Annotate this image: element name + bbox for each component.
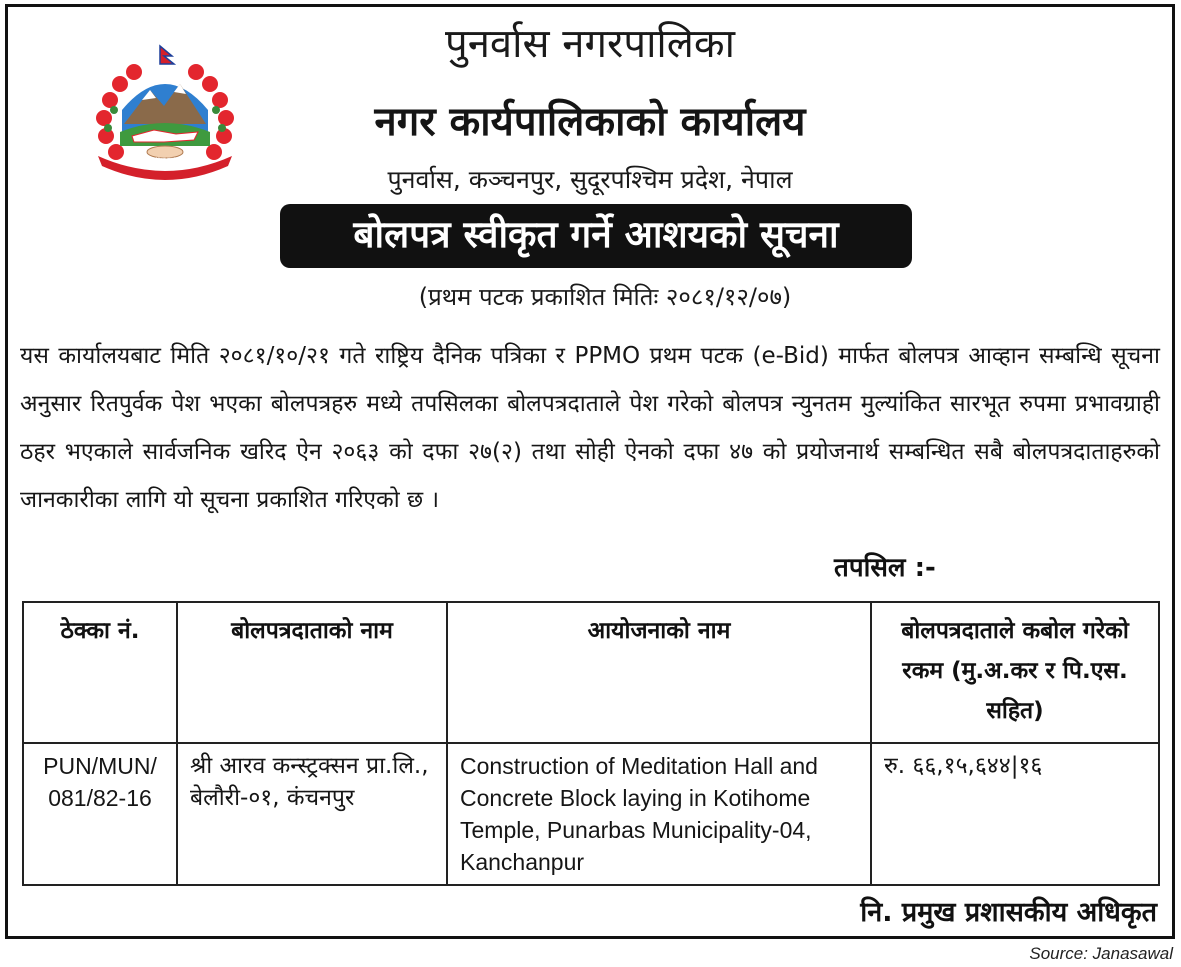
bid-table xyxy=(22,601,1160,886)
cell-project: Construction of Meditation Hall and Concrete Block laying in Kotihome Temple, Punarbas Municipality-04, Kanchanpur xyxy=(447,743,871,885)
cell-contract-no: PUN/MUN/ 081/82-16 xyxy=(23,743,177,885)
nepal-flag-icon xyxy=(160,46,174,64)
publish-date: (प्रथम पटक प्रकाशित मितिः २०८१/१२/०७) xyxy=(418,283,792,311)
cell-bidder: श्री आरव कन्स्ट्रक्सन प्रा.लि., बेलौरी-०१, कंचनपुर xyxy=(177,743,447,885)
col-header-project: आयोजनाको नाम xyxy=(447,602,871,743)
notice-body: यस कार्यालयबाट मिति २०८१/१०/२१ गते राष्ट्रिय दैनिक पत्रिका र PPMO प्रथम पटक (e-Bid) मार्फत बोलपत्र आव्हान सम्बन्धि सूचना अनुसार रितपुर्वक पेश भएका बोलपत्रहरु मध्ये तपसिलका बोलपत्रदाताले पेश गरेको बोलपत्र न्युनतम मुल्यांकित सारभूत रुपमा प्रभावग्राही ठहर भएकाले सार्वजनिक खरिद ऐन २०६३ को दफा २७(२) तथा सोही ऐनको दफा ४७ को प्रयोजनार्थ सम्बन्धित सबै बोलपत्रदाताहरुको जानकारीका लागि यो सूचना प्रकाशित गरिएको छ । xyxy=(20,343,1160,513)
municipality-name: पुनर्वास नगरपालिका xyxy=(445,21,735,67)
source-credit: Source: Janasawal xyxy=(1029,944,1173,963)
emblem-motto: जननी जन्मभूमिश्च स्वर्गादपि गरीयसी xyxy=(131,157,199,163)
schedule-label: तपसिल :- xyxy=(834,553,936,583)
office-name: नगर कार्यपालिकाको कार्यालय xyxy=(374,99,806,145)
col-header-bidder: बोलपत्रदाताको नाम xyxy=(177,602,447,743)
office-address: पुनर्वास, कञ्चनपुर, सुदूरपश्चिम प्रदेश, नेपाल xyxy=(387,165,793,194)
table-header-row xyxy=(23,602,1159,743)
cell-amount: रु. ६६,१५,६४४|१६ xyxy=(871,743,1159,885)
col-header-amount: बोलपत्रदाताले कबोल गरेको रकम (मु.अ.कर र पि.एस. सहित) xyxy=(871,602,1159,743)
notice-title: बोलपत्र स्वीकृत गर्ने आशयको सूचना xyxy=(280,204,912,268)
col-header-contract-no: ठेक्का नं. xyxy=(23,602,177,743)
signatory-title: नि. प्रमुख प्रशासकीय अधिकृत xyxy=(860,897,1157,928)
table-row xyxy=(23,743,1159,885)
